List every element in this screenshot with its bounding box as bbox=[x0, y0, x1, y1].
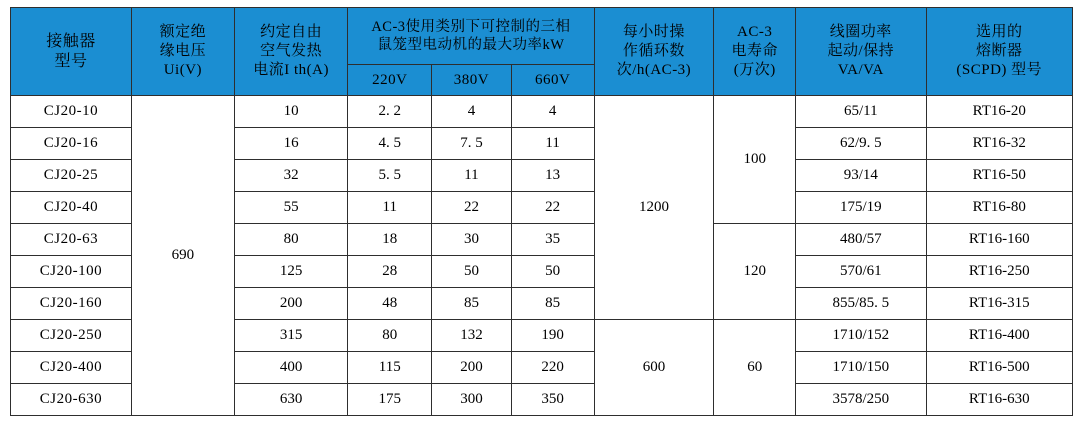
header-thermal-current: 约定自由 空气发热 电流I th(A) bbox=[234, 8, 348, 96]
cell-coil-power: 570/61 bbox=[796, 256, 926, 288]
cell-coil-power: 1710/152 bbox=[796, 320, 926, 352]
cell-model: CJ20-400 bbox=[11, 352, 132, 384]
cell-coil-power: 65/11 bbox=[796, 96, 926, 128]
header-ac3-220v: 220V bbox=[348, 65, 432, 96]
cell-fuse-type: RT16-80 bbox=[926, 192, 1072, 224]
cell-model: CJ20-100 bbox=[11, 256, 132, 288]
cell-power-380v: 11 bbox=[432, 160, 512, 192]
cell-coil-power: 855/85. 5 bbox=[796, 288, 926, 320]
header-electrical-life: AC-3 电寿命 (万次) bbox=[714, 8, 796, 96]
header-fuse-type: 选用的 熔断器 (SCPD) 型号 bbox=[926, 8, 1072, 96]
cell-power-220v: 4. 5 bbox=[348, 128, 432, 160]
cell-power-220v: 18 bbox=[348, 224, 432, 256]
table-body bbox=[11, 96, 1073, 416]
spec-table-page bbox=[0, 7, 1085, 447]
cell-electrical-life: 100 bbox=[714, 96, 796, 224]
cell-power-660v: 22 bbox=[511, 192, 594, 224]
cell-power-380v: 200 bbox=[432, 352, 512, 384]
cell-insulation-voltage: 690 bbox=[131, 96, 234, 416]
cell-model: CJ20-10 bbox=[11, 96, 132, 128]
cell-fuse-type: RT16-32 bbox=[926, 128, 1072, 160]
cell-fuse-type: RT16-160 bbox=[926, 224, 1072, 256]
cell-power-380v: 22 bbox=[432, 192, 512, 224]
header-ac3-power-group: AC-3使用类别下可控制的三相 鼠笼型电动机的最大功率kW bbox=[348, 8, 594, 65]
cell-power-660v: 85 bbox=[511, 288, 594, 320]
cell-power-660v: 11 bbox=[511, 128, 594, 160]
cell-power-660v: 220 bbox=[511, 352, 594, 384]
cell-power-660v: 13 bbox=[511, 160, 594, 192]
cell-fuse-type: RT16-500 bbox=[926, 352, 1072, 384]
cell-thermal-current: 200 bbox=[234, 288, 348, 320]
cell-model: CJ20-250 bbox=[11, 320, 132, 352]
cell-power-660v: 50 bbox=[511, 256, 594, 288]
cell-thermal-current: 80 bbox=[234, 224, 348, 256]
cell-power-660v: 350 bbox=[511, 384, 594, 416]
cell-coil-power: 175/19 bbox=[796, 192, 926, 224]
cell-model: CJ20-25 bbox=[11, 160, 132, 192]
cell-power-220v: 80 bbox=[348, 320, 432, 352]
header-row-primary bbox=[11, 8, 1073, 65]
cell-thermal-current: 315 bbox=[234, 320, 348, 352]
cell-operating-cycles: 1200 bbox=[594, 96, 714, 320]
cell-power-220v: 28 bbox=[348, 256, 432, 288]
cell-power-220v: 2. 2 bbox=[348, 96, 432, 128]
cell-power-380v: 300 bbox=[432, 384, 512, 416]
contactor-specification-table bbox=[10, 7, 1073, 416]
header-operating-cycles: 每小时操 作循环数 次/h(AC-3) bbox=[594, 8, 714, 96]
cell-electrical-life: 60 bbox=[714, 320, 796, 416]
cell-power-380v: 4 bbox=[432, 96, 512, 128]
cell-coil-power: 1710/150 bbox=[796, 352, 926, 384]
cell-power-380v: 85 bbox=[432, 288, 512, 320]
header-insulation-voltage: 额定绝 缘电压 Ui(V) bbox=[131, 8, 234, 96]
cell-power-220v: 5. 5 bbox=[348, 160, 432, 192]
cell-power-660v: 35 bbox=[511, 224, 594, 256]
cell-thermal-current: 32 bbox=[234, 160, 348, 192]
cell-model: CJ20-630 bbox=[11, 384, 132, 416]
cell-thermal-current: 16 bbox=[234, 128, 348, 160]
cell-fuse-type: RT16-50 bbox=[926, 160, 1072, 192]
cell-fuse-type: RT16-20 bbox=[926, 96, 1072, 128]
cell-power-660v: 190 bbox=[511, 320, 594, 352]
cell-power-220v: 115 bbox=[348, 352, 432, 384]
cell-model: CJ20-40 bbox=[11, 192, 132, 224]
cell-power-660v: 4 bbox=[511, 96, 594, 128]
cell-fuse-type: RT16-400 bbox=[926, 320, 1072, 352]
cell-model: CJ20-63 bbox=[11, 224, 132, 256]
cell-model: CJ20-160 bbox=[11, 288, 132, 320]
cell-fuse-type: RT16-250 bbox=[926, 256, 1072, 288]
cell-power-380v: 132 bbox=[432, 320, 512, 352]
cell-thermal-current: 10 bbox=[234, 96, 348, 128]
cell-electrical-life: 120 bbox=[714, 224, 796, 320]
cell-thermal-current: 400 bbox=[234, 352, 348, 384]
cell-thermal-current: 55 bbox=[234, 192, 348, 224]
cell-power-220v: 48 bbox=[348, 288, 432, 320]
cell-coil-power: 93/14 bbox=[796, 160, 926, 192]
cell-thermal-current: 125 bbox=[234, 256, 348, 288]
cell-fuse-type: RT16-315 bbox=[926, 288, 1072, 320]
header-coil-power: 线圈功率 起动/保持 VA/VA bbox=[796, 8, 926, 96]
cell-power-380v: 30 bbox=[432, 224, 512, 256]
cell-power-380v: 7. 5 bbox=[432, 128, 512, 160]
cell-power-220v: 11 bbox=[348, 192, 432, 224]
cell-coil-power: 62/9. 5 bbox=[796, 128, 926, 160]
cell-coil-power: 3578/250 bbox=[796, 384, 926, 416]
header-ac3-660v: 660V bbox=[511, 65, 594, 96]
cell-model: CJ20-16 bbox=[11, 128, 132, 160]
header-ac3-380v: 380V bbox=[432, 65, 512, 96]
table-row bbox=[11, 96, 1073, 128]
cell-power-220v: 175 bbox=[348, 384, 432, 416]
cell-thermal-current: 630 bbox=[234, 384, 348, 416]
cell-coil-power: 480/57 bbox=[796, 224, 926, 256]
cell-fuse-type: RT16-630 bbox=[926, 384, 1072, 416]
cell-power-380v: 50 bbox=[432, 256, 512, 288]
table-head bbox=[11, 8, 1073, 96]
header-model: 接触器 型号 bbox=[11, 8, 132, 96]
cell-operating-cycles: 600 bbox=[594, 320, 714, 416]
